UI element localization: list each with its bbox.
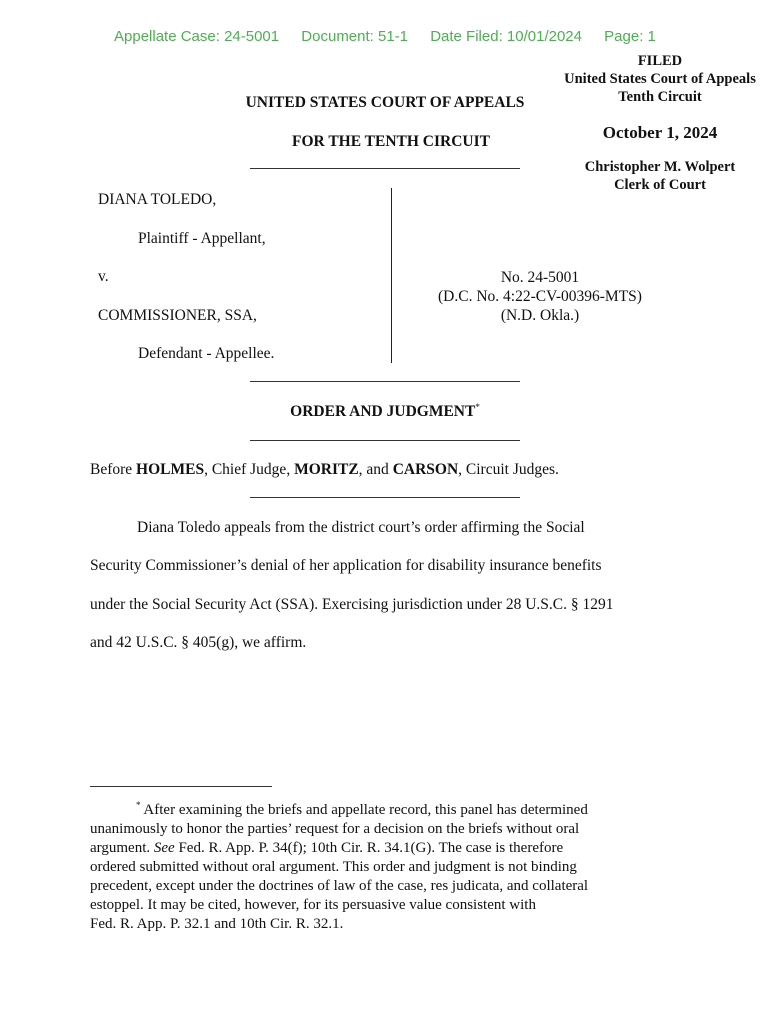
stamp-date: October 1, 2024: [602, 123, 718, 142]
date-filed: Date Filed: 10/01/2024: [430, 28, 582, 45]
panel-and: , and: [358, 461, 393, 478]
footnote-line-3a: argument.: [90, 840, 154, 856]
footnote-line-1: After examining the briefs and appellate record, this panel has determined: [140, 802, 588, 818]
clerk-name: Christopher M. Wolpert: [584, 159, 736, 175]
document-title: [250, 402, 520, 421]
footnote-line-2: unanimously to honor the parties’ request for a decision on the briefs without oral: [90, 821, 580, 837]
caption-divider: [391, 188, 392, 363]
defendant-name: COMMISSIONER, SSA,: [98, 307, 257, 324]
plaintiff-name: DIANA TOLEDO,: [98, 191, 217, 208]
body-line-1: Diana Toledo appeals from the district court’s order affirming the Social: [137, 519, 585, 536]
court-name: UNITED STATES COURT OF APPEALS: [245, 94, 525, 111]
body-line-4: and 42 U.S.C. § 405(g), we affirm.: [90, 634, 307, 651]
body-line-3: under the Social Security Act (SSA). Exercising jurisdiction under 28 U.S.C. § 1291: [90, 596, 614, 613]
electronic-filing-header: [114, 28, 674, 45]
order-title-text: ORDER AND JUDGMENT: [290, 403, 476, 421]
stamp-court: United States Court of Appeals: [564, 71, 756, 87]
versus: v.: [98, 268, 109, 285]
divider: [250, 497, 520, 498]
footnote-separator: [90, 786, 272, 787]
panel-suffix: , Circuit Judges.: [458, 461, 559, 478]
judge-holmes: HOLMES: [136, 461, 205, 478]
footnote-line-6: estoppel. It may be cited, however, for its persuasive value consistent with: [90, 897, 536, 913]
judge-moritz: MORITZ: [294, 461, 359, 478]
appellate-case-number: Appellate Case: 24-5001: [114, 28, 280, 45]
stamp-circuit: Tenth Circuit: [618, 89, 702, 105]
defendant-role: Defendant - Appellee.: [138, 345, 275, 362]
document-number: Document: 51-1: [301, 28, 409, 45]
footnote-line-4: ordered submitted without oral argument. This order and judgment is not binding: [90, 859, 577, 875]
footnote: [90, 796, 672, 934]
footnote-line-5: precedent, except under the doctrines of law of the case, res judicata, and collateral: [90, 878, 589, 894]
plaintiff-role: Plaintiff - Appellant,: [138, 230, 266, 247]
judge-carson: CARSON: [392, 461, 459, 478]
filed-stamp: [548, 52, 770, 194]
footnote-line-7: Fed. R. App. P. 32.1 and 10th Cir. R. 32.1.: [90, 916, 344, 932]
divider: [250, 168, 520, 169]
clerk-title: Clerk of Court: [614, 177, 706, 193]
case-numbers: [420, 268, 660, 325]
district: (N.D. Okla.): [500, 307, 580, 324]
case-number: No. 24-5001: [500, 269, 580, 286]
panel-line: [90, 461, 559, 479]
page-number: Page: 1: [604, 28, 656, 45]
footnote-mark: *: [136, 800, 141, 810]
footnote-line-3b: Fed. R. App. P. 34(f); 10th Cir. R. 34.1(G). The case is therefore: [174, 840, 564, 856]
divider: [250, 440, 520, 441]
footnote-see-signal: See: [153, 840, 175, 856]
filed-label: FILED: [637, 53, 683, 69]
body-line-2: Security Commissioner’s denial of her application for disability insurance benefits: [90, 557, 602, 574]
panel-prefix: Before: [90, 461, 137, 478]
district-court-number: (D.C. No. 4:22-CV-00396-MTS): [438, 288, 642, 305]
footnote-marker: *: [475, 402, 480, 412]
divider: [250, 381, 520, 382]
chief-judge-title: , Chief Judge,: [204, 461, 295, 478]
circuit-name: FOR THE TENTH CIRCUIT: [292, 133, 490, 150]
